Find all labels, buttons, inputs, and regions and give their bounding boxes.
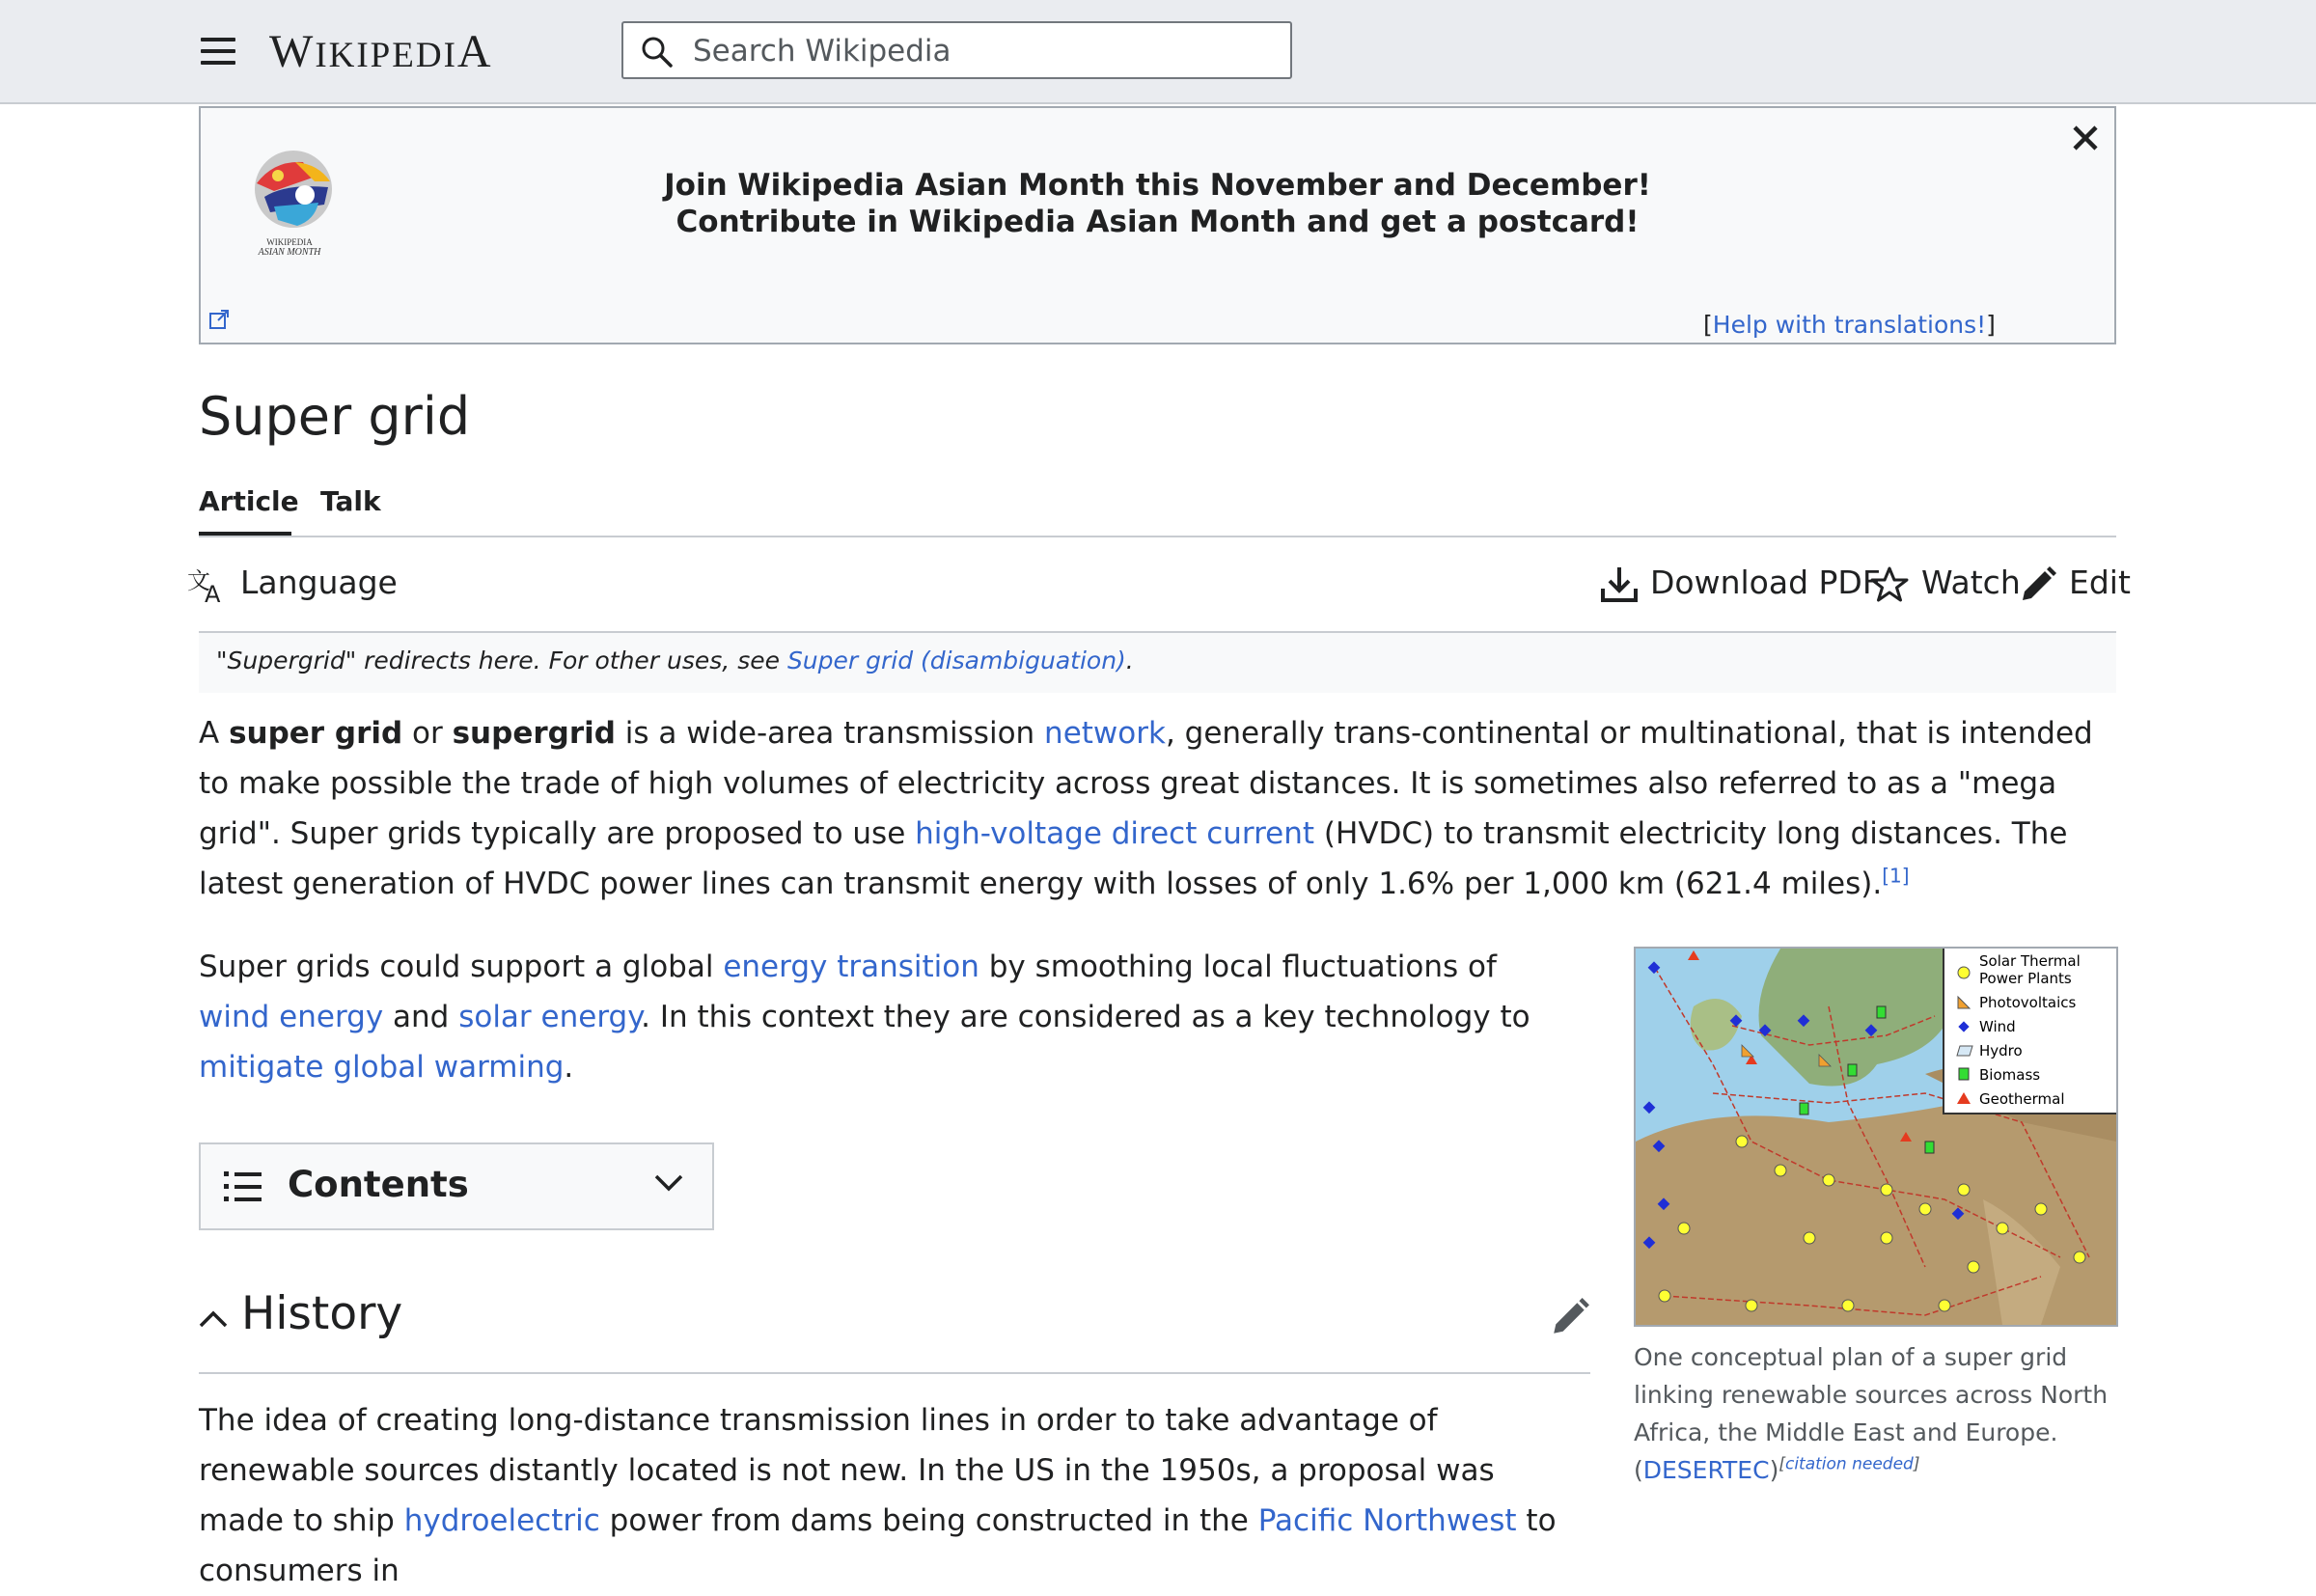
- caption-text: One conceptual plan of a super grid linking renewable sources across North Africa, the Middle East and Europe. (: [1634, 1343, 2109, 1484]
- link-pacific-northwest[interactable]: Pacific Northwest: [1257, 1503, 1517, 1538]
- disambiguation-link[interactable]: Super grid (disambiguation): [786, 647, 1126, 674]
- watch-button[interactable]: [1870, 563, 2021, 607]
- wordmark-letter: W: [269, 26, 316, 77]
- figure-caption: [1634, 1338, 2126, 1489]
- chevron-down-icon: [654, 1173, 683, 1193]
- text: .: [564, 1050, 574, 1085]
- section-heading-history: History: [241, 1287, 403, 1340]
- central-notice-banner: [199, 106, 2116, 344]
- text: or: [402, 716, 453, 751]
- hatnote-suffix: .: [1125, 647, 1134, 674]
- legend-photovoltaics: Photovoltaics: [1979, 994, 2077, 1011]
- site-header: [0, 0, 2316, 104]
- download-icon: [1600, 565, 1639, 604]
- pencil-icon[interactable]: [1550, 1297, 1590, 1337]
- bracket: [: [1778, 1454, 1785, 1474]
- contents-label: Contents: [288, 1164, 469, 1205]
- main-menu-button[interactable]: [199, 34, 237, 69]
- contents-toggle[interactable]: [199, 1142, 714, 1230]
- citation-needed-link[interactable]: citation needed: [1784, 1454, 1914, 1474]
- intro-paragraph-2: [199, 942, 1550, 1092]
- logo-text-line2: ASIAN MONTH: [258, 247, 321, 255]
- history-paragraph: [199, 1395, 1588, 1596]
- tabs-divider: [199, 536, 2116, 537]
- super-grid-map-image[interactable]: [1634, 947, 2118, 1327]
- geothermal-icon: [1956, 1090, 1971, 1106]
- wordmark-letter: A: [456, 26, 493, 77]
- tab-talk[interactable]: Talk: [320, 485, 381, 517]
- text: Super grids could support a global: [199, 949, 724, 984]
- text: A: [199, 716, 230, 751]
- search-box[interactable]: [621, 21, 1292, 79]
- hatnote-prefix: "Supergrid" redirects here. For other uses, see: [216, 647, 787, 674]
- link-energy-transition[interactable]: energy transition: [723, 949, 979, 984]
- biomass-icon: [1956, 1066, 1971, 1082]
- legend-geothermal: Geothermal: [1979, 1090, 2065, 1108]
- text: to consumers in: [199, 1503, 1557, 1588]
- page-title: Super grid: [199, 386, 471, 447]
- logo-text-line1: WIKIPEDIA: [266, 237, 313, 247]
- hamburger-icon-bar: [201, 61, 235, 65]
- wordmark-letters: IKIPEDI: [315, 36, 457, 75]
- hydro-icon: [1956, 1043, 1973, 1059]
- download-pdf-label: Download PDF: [1650, 564, 1881, 601]
- bracket: ]: [1986, 311, 1996, 339]
- caption-text: ): [1769, 1456, 1779, 1484]
- text: The idea of creating long-distance transmission lines in order to take advantage of renewable sources distantly located is not new. In the US in the 1950s, a proposal was made to ship: [199, 1403, 1495, 1538]
- help-translations: [1703, 311, 1996, 339]
- section-divider: [199, 1372, 1590, 1374]
- link-global-warming[interactable]: mitigate global warming: [199, 1050, 565, 1085]
- tab-article[interactable]: Article: [199, 485, 299, 517]
- hatnote-text: [216, 647, 1134, 674]
- text: is a wide-area transmission: [615, 716, 1045, 751]
- edit-button[interactable]: [2019, 563, 2135, 607]
- svg-text:A: A: [205, 581, 221, 604]
- hamburger-icon-bar: [201, 49, 235, 53]
- legend-power-plants: Power Plants: [1979, 970, 2072, 987]
- external-link-icon[interactable]: [208, 309, 230, 330]
- text: . In this context they are considered as a key technology to: [641, 1000, 1530, 1034]
- link-desertec[interactable]: DESERTEC: [1642, 1456, 1770, 1484]
- legend-biomass: Biomass: [1979, 1066, 2041, 1084]
- hamburger-icon: [201, 38, 235, 41]
- text: , generally trans-continental or multinational, that is intended to make possible the trade of high volumes of electricity across great distances. It is sometimes also referred to as a "mega grid". Super grids typically are proposed to use: [199, 716, 2093, 851]
- banner-subheadline: Contribute in Wikipedia Asian Month and get a postcard!: [676, 205, 1640, 239]
- legend-hydro: Hydro: [1979, 1042, 2023, 1059]
- wind-icon: [1956, 1019, 1971, 1034]
- text: by smoothing local fluctuations of: [979, 949, 1497, 984]
- link-hydroelectric[interactable]: hydroelectric: [403, 1503, 600, 1538]
- edit-label: Edit: [2069, 564, 2131, 601]
- text: and: [383, 1000, 459, 1034]
- download-pdf-button[interactable]: [1600, 563, 1881, 607]
- language-label: Language: [240, 564, 398, 601]
- legend-wind: Wind: [1979, 1018, 2016, 1035]
- bracket: ]: [1913, 1454, 1920, 1474]
- search-input[interactable]: [691, 31, 1274, 71]
- svg-text:文: 文: [187, 567, 210, 594]
- wikipedia-wordmark[interactable]: [269, 25, 493, 78]
- intro-paragraph-1: [199, 708, 2119, 909]
- bracket: [: [1703, 311, 1713, 339]
- text: power from dams being constructed in the: [599, 1503, 1258, 1538]
- link-network[interactable]: network: [1044, 716, 1166, 751]
- list-icon: [224, 1169, 262, 1204]
- chevron-up-icon[interactable]: [199, 1305, 228, 1334]
- bold-term: supergrid: [452, 716, 616, 751]
- language-icon: [187, 565, 228, 604]
- close-icon[interactable]: [2065, 118, 2106, 158]
- hatnote: [199, 633, 2116, 693]
- map-legend: [1943, 949, 2118, 1114]
- bold-term: super grid: [229, 716, 403, 751]
- solar-thermal-icon: [1956, 965, 1971, 980]
- link-hvdc[interactable]: high-voltage direct current: [915, 816, 1315, 851]
- reference-link[interactable]: [1]: [1882, 864, 1910, 888]
- pencil-icon: [2019, 565, 2057, 604]
- language-button[interactable]: [187, 563, 400, 607]
- watch-label: Watch: [1921, 564, 2021, 601]
- link-wind-energy[interactable]: wind energy: [199, 1000, 384, 1034]
- star-icon: [1870, 565, 1909, 604]
- search-icon: [641, 36, 674, 69]
- photovoltaics-icon: [1956, 995, 1971, 1010]
- banner-headline: Join Wikipedia Asian Month this November and December!: [664, 168, 1651, 203]
- text: (HVDC) to transmit electricity long distances. The latest generation of HVDC power lines can transmit energy with losses of only 1.6% per 1,000 km (621.4 miles).: [199, 816, 2068, 901]
- help-translations-link[interactable]: Help with translations!: [1712, 311, 1987, 339]
- link-solar-energy[interactable]: solar energy: [458, 1000, 642, 1034]
- legend-solar-thermal: Solar Thermal: [1979, 952, 2081, 970]
